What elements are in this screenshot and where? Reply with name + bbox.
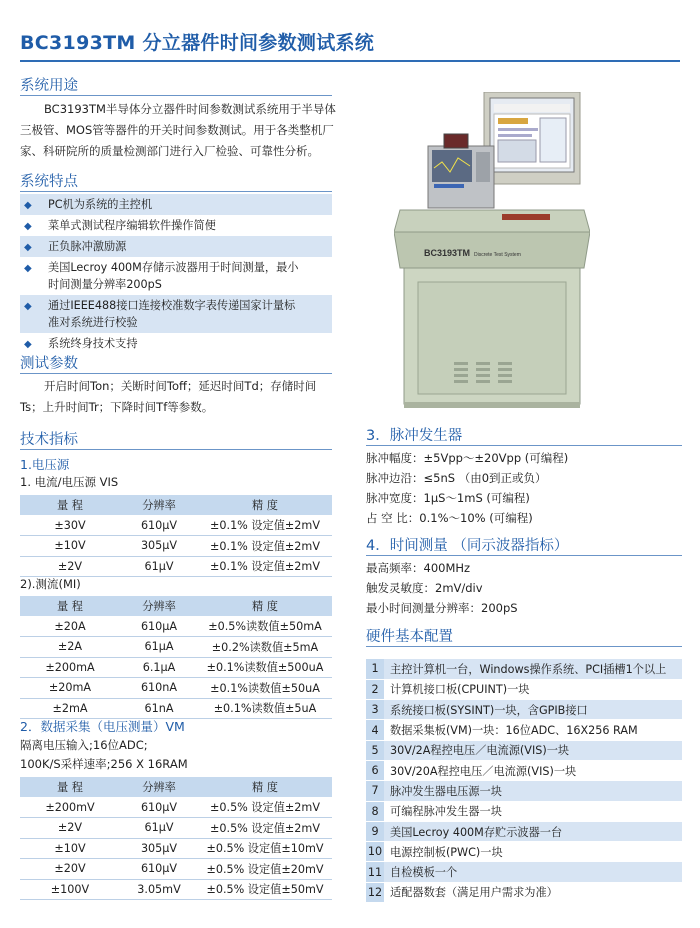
table-row [366, 700, 682, 720]
feature-text: PC机为系统的主控机 [48, 198, 153, 211]
item-number: 2 [366, 679, 384, 699]
diamond-bullet-icon: ◆ [24, 221, 32, 232]
feature-item [20, 215, 332, 236]
pulse-specs [366, 448, 568, 528]
table-cell: ±2V [20, 818, 120, 839]
table-header-row [20, 495, 332, 515]
item-number: 8 [366, 801, 384, 821]
feature-text: 美国Lecroy 400M存储示波器用于时间测量，最小 [48, 261, 299, 274]
specs-divider [20, 449, 332, 450]
item-desc: 可编程脉冲发生器一块 [384, 801, 682, 821]
diamond-bullet-icon: ◆ [24, 263, 32, 274]
item-desc: 计算机接口板(CPUINT)一块 [384, 679, 682, 699]
device-panel-label: BC3193TM [424, 248, 471, 258]
table-cell: ±0.5% 设定值±50mV [198, 879, 332, 900]
table-cell: 610μA [120, 616, 198, 637]
pulse-heading: 3．脉冲发生器 [366, 428, 463, 444]
table-cell: ±0.1% 设定值±2mV [198, 515, 332, 536]
title-divider [20, 60, 680, 62]
table-cell: 610μV [120, 797, 198, 818]
table-cell: ±20A [20, 616, 120, 637]
item-number: 10 [366, 842, 384, 862]
column-header: 分辨率 [120, 596, 198, 616]
table-cell: ±0.1% 设定值±2mV [198, 536, 332, 557]
voltage-source-subheading: 1.电压源 [20, 457, 70, 472]
table-row [366, 740, 682, 760]
table-cell: 61μA [120, 637, 198, 658]
table-row [366, 760, 682, 780]
item-desc: 系统接口板(SYSINT)一块，含GPIB接口 [384, 700, 682, 720]
usage-divider [20, 95, 332, 96]
table-row [20, 859, 332, 880]
item-number: 3 [366, 700, 384, 720]
time-line: 触发灵敏度：2mV/div [366, 581, 483, 595]
time-specs [366, 558, 518, 618]
item-desc: 适配器数套（满足用户需求为准） [384, 882, 682, 902]
usage-line-3: 家、科研院所的质量检测部门进行入厂检验、可靠性分析。 [20, 144, 319, 158]
table-row [20, 556, 332, 577]
table-cell: 61μV [120, 556, 198, 577]
feature-item [20, 236, 332, 257]
table-row [366, 781, 682, 801]
table-header-row [20, 596, 332, 616]
table-cell: 305μV [120, 838, 198, 859]
table-row [366, 882, 682, 902]
usage-text [20, 99, 340, 162]
usage-line-1: BC3193TM半导体分立器件时间参数测试系统用于半导体 [44, 102, 336, 116]
device-panel-sublabel: Discrete Test System [474, 252, 521, 258]
feature-text: 菜单式测试程序编辑软件操作简便 [48, 219, 216, 232]
item-desc: 30V/20A程控电压／电流源(VIS)一块 [384, 760, 682, 780]
item-number: 6 [366, 760, 384, 780]
table-header-row [20, 777, 332, 797]
usage-heading: 系统用途 [20, 78, 78, 94]
hardware-divider [366, 646, 682, 647]
hardware-table [366, 659, 682, 903]
table-row [366, 821, 682, 841]
table-row [20, 515, 332, 536]
item-number: 7 [366, 781, 384, 801]
table-cell: ±0.5% 设定值±2mV [198, 818, 332, 839]
daq-subheading: 2．数据采集（电压测量）VM [20, 719, 185, 734]
params-divider [20, 373, 332, 374]
feature-text: 系统终身技术支持 [48, 337, 138, 350]
table-row [366, 679, 682, 699]
pulse-line: 脉冲宽度：1μS～1mS (可编程) [366, 491, 530, 505]
table-row [20, 616, 332, 637]
table-cell: ±20mA [20, 678, 120, 699]
table-row [20, 838, 332, 859]
item-number: 4 [366, 720, 384, 740]
daq-table [20, 777, 332, 900]
feature-text-cont: 时间测量分辨率200pS [48, 278, 162, 291]
item-desc: 30V/2A程控电压／电流源(VIS)一块 [384, 740, 682, 760]
item-number: 12 [366, 882, 384, 902]
diamond-bullet-icon: ◆ [24, 242, 32, 253]
current-meas-desc: 2).测流(MI) [20, 577, 81, 591]
time-divider [366, 555, 682, 556]
features-divider [20, 191, 332, 192]
table-cell: ±0.5% 设定值±20mV [198, 859, 332, 880]
time-heading: 4．时间测量 （同示波器指标） [366, 538, 569, 554]
daq-desc-2: 100K/S采样速率;256 X 16RAM [20, 757, 188, 771]
table-cell: ±0.5%读数值±50mA [198, 616, 332, 637]
table-cell: ±0.1%读数值±500uA [198, 657, 332, 678]
table-cell: ±0.2%读数值±5mA [198, 637, 332, 658]
table-row [366, 842, 682, 862]
feature-item [20, 333, 332, 354]
feature-item [20, 194, 332, 215]
item-desc: 主控计算机一台，Windows操作系统、PCI插槽1个以上 [384, 659, 682, 679]
table-row [20, 879, 332, 900]
diamond-bullet-icon: ◆ [24, 200, 32, 211]
table-row [20, 797, 332, 818]
table-cell: ±2V [20, 556, 120, 577]
item-number: 11 [366, 862, 384, 882]
table-cell: ±30V [20, 515, 120, 536]
pulse-line: 脉冲边沿：≤5nS （由0到正或负） [366, 471, 547, 485]
usage-line-2: 三极管、MOS管等器件的开关时间参数测试。用于各类整机厂 [20, 123, 334, 137]
table-cell: ±0.5% 设定值±2mV [198, 797, 332, 818]
table-row [20, 818, 332, 839]
table-row [20, 536, 332, 557]
pulse-line: 脉冲幅度：±5Vpp～±20Vpp (可编程) [366, 451, 569, 465]
test-system-illustration [394, 92, 590, 410]
pulse-line: 占 空 比：0.1%～10% (可编程) [366, 511, 533, 525]
diamond-bullet-icon: ◆ [24, 339, 32, 350]
table-cell: 3.05mV [120, 879, 198, 900]
feature-item [20, 295, 332, 333]
table-cell: ±0.1%读数值±5uA [198, 698, 332, 719]
daq-desc-1: 隔离电压输入;16位ADC; [20, 738, 148, 752]
table-row [366, 801, 682, 821]
item-desc: 电源控制板(PWC)一块 [384, 842, 682, 862]
item-desc: 数据采集板(VM)一块：16位ADC、16X256 RAM [384, 720, 682, 740]
table-cell: 61nA [120, 698, 198, 719]
table-cell: ±0.5% 设定值±10mV [198, 838, 332, 859]
table-cell: ±100V [20, 879, 120, 900]
table-row [366, 659, 682, 679]
table-cell: 610μV [120, 515, 198, 536]
page-title: BC3193TM 分立器件时间参数测试系统 [20, 32, 375, 54]
hardware-heading: 硬件基本配置 [366, 629, 453, 645]
table-row [366, 862, 682, 882]
test-system-image [394, 92, 590, 410]
time-line: 最高频率：400MHz [366, 561, 471, 575]
table-row [20, 698, 332, 719]
table-cell: 6.1μA [120, 657, 198, 678]
table-cell: ±200mA [20, 657, 120, 678]
table-cell: 61μV [120, 818, 198, 839]
feature-text: 通过IEEE488接口连接校准数字表传递国家计量标 [48, 299, 296, 312]
column-header: 精 度 [198, 495, 332, 515]
table-row [20, 678, 332, 699]
feature-text-cont: 准对系统进行校验 [48, 316, 138, 329]
feature-item [20, 257, 332, 295]
table-cell: ±0.1% 设定值±2mV [198, 556, 332, 577]
table-cell: ±2mA [20, 698, 120, 719]
item-desc: 脉冲发生器电压源一块 [384, 781, 682, 801]
column-header: 量 程 [20, 596, 120, 616]
feature-text: 正负脉冲激励源 [48, 240, 127, 253]
specs-heading: 技术指标 [20, 432, 78, 448]
current-meas-table [20, 596, 332, 719]
table-cell: 610μV [120, 859, 198, 880]
item-number: 1 [366, 659, 384, 679]
params-heading: 测试参数 [20, 356, 78, 372]
item-number: 5 [366, 740, 384, 760]
column-header: 精 度 [198, 777, 332, 797]
params-text [20, 376, 340, 418]
table-row [366, 720, 682, 740]
column-header: 量 程 [20, 777, 120, 797]
time-line: 最小时间测量分辨率：200pS [366, 601, 518, 615]
table-cell: 305μV [120, 536, 198, 557]
table-cell: ±20V [20, 859, 120, 880]
features-heading: 系统特点 [20, 174, 78, 190]
table-cell: ±2A [20, 637, 120, 658]
column-header: 精 度 [198, 596, 332, 616]
pulse-divider [366, 445, 682, 446]
item-desc: 美国Lecroy 400M存贮示波器一台 [384, 821, 682, 841]
item-number: 9 [366, 821, 384, 841]
item-desc: 自检模板一个 [384, 862, 682, 882]
voltage-source-table [20, 495, 332, 577]
features-list [20, 194, 332, 354]
voltage-source-desc: 1. 电流/电压源 VIS [20, 475, 119, 489]
table-row [20, 657, 332, 678]
table-cell: ±10V [20, 536, 120, 557]
column-header: 分辨率 [120, 777, 198, 797]
params-line-1: 开启时间Ton；关断时间Toff；延迟时间Td；存储时间 [44, 379, 317, 393]
column-header: 量 程 [20, 495, 120, 515]
table-cell: ±200mV [20, 797, 120, 818]
column-header: 分辨率 [120, 495, 198, 515]
table-row [20, 637, 332, 658]
params-line-2: Ts；上升时间Tr；下降时间Tf等参数。 [20, 400, 214, 414]
diamond-bullet-icon: ◆ [24, 301, 32, 312]
table-cell: 610nA [120, 678, 198, 699]
table-cell: ±10V [20, 838, 120, 859]
table-cell: ±0.1%读数值±50uA [198, 678, 332, 699]
